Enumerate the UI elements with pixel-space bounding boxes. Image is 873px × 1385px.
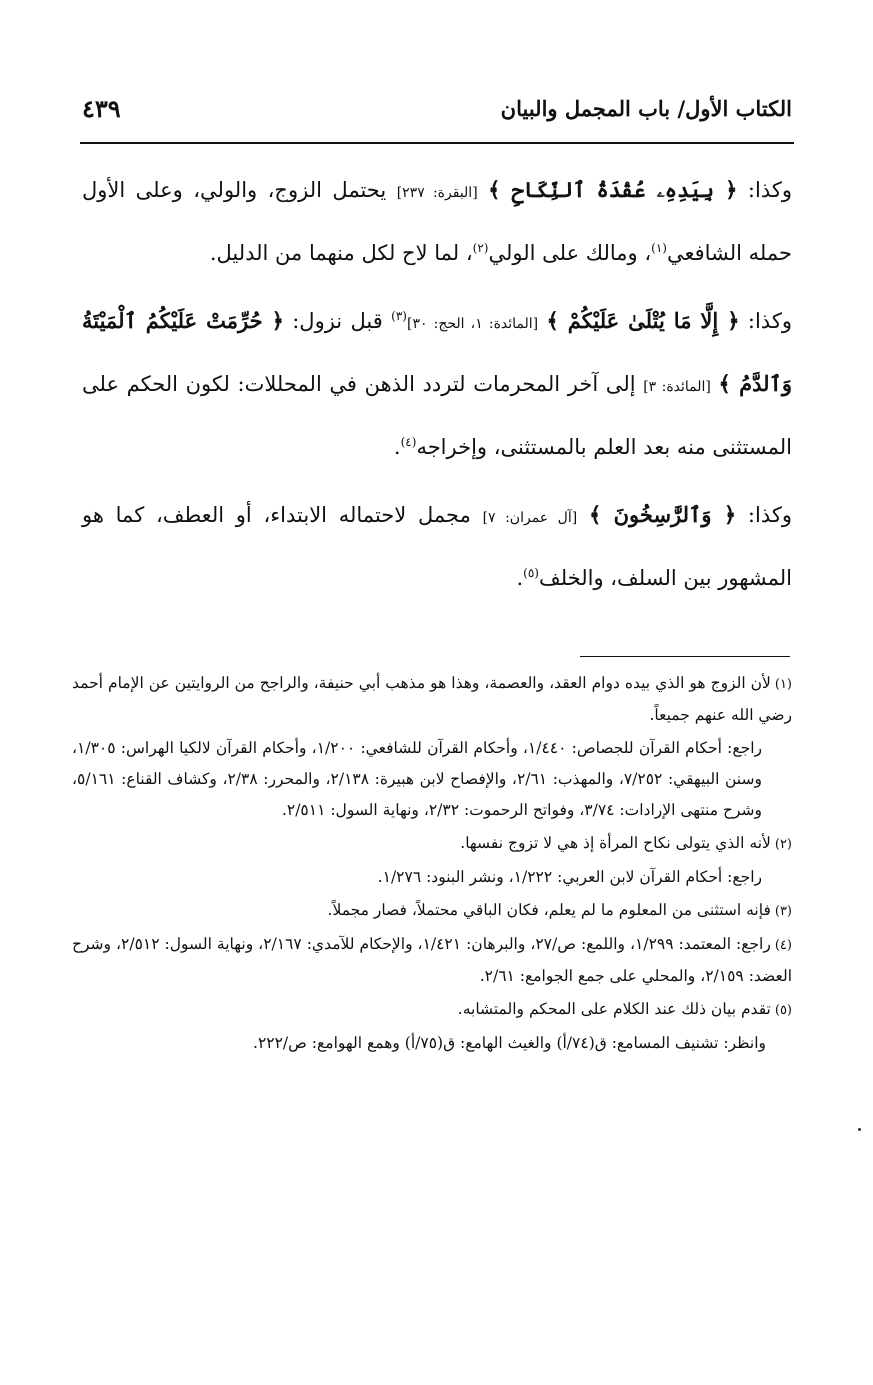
footnote-marker: (٣) bbox=[391, 309, 407, 323]
paragraph-text: ، لما لاح لكل منهما من الدليل. bbox=[209, 241, 473, 265]
footnote-rule bbox=[580, 656, 790, 657]
page-number: ٤٣٩ bbox=[82, 94, 121, 123]
lead-word: وكذا: bbox=[747, 503, 792, 527]
footnote-text: فإنه استثنى من المعلوم ما لم يعلم، فكان الباقي محتملاً، فصار مجملاً. bbox=[327, 901, 771, 919]
footnote-text: لأن الزوج هو الذي بيده دوام العقد، والعصمة، وهذا هو مذهب أبي حنيفة، والراجح من الروايتين عن الإمام أحمد رضي الله عنهم جميعاً. bbox=[72, 674, 792, 724]
footnote-text: تقدم بيان ذلك عند الكلام على المحكم والمتشابه. bbox=[457, 1000, 771, 1018]
footnote-marker: (٢) bbox=[472, 241, 489, 255]
header-rule bbox=[80, 142, 794, 144]
paragraph-3 bbox=[82, 485, 792, 608]
footnote-number: (٢) bbox=[774, 837, 792, 852]
footnote-number: (٤) bbox=[774, 938, 792, 953]
running-title: الكتاب الأول/ باب المجمل والبيان bbox=[500, 96, 792, 121]
footnote-text: راجع: المعتمد: ١/٢٩٩، واللمع: ص/٢٧، والبرهان: ١/٤٢١، والإحكام للآمدي: ٢/١٦٧، ونهاية السول: ٢/٥١٢، وشرح العضد: ٢/١٥٩، والمحلي على جمع الجوامع: ٢/٦١. bbox=[72, 935, 792, 985]
verse-reference: [آل عمران: ٧] bbox=[482, 510, 578, 526]
paragraph-2 bbox=[82, 291, 792, 477]
footnote-2-references: راجع: أحكام القرآن لابن العربي: ١/٢٢٢، ونشر البنود: ١/٢٧٦. bbox=[377, 868, 762, 886]
quran-quote: ﴿ وَٱلرَّٰسِخُونَ ﴾ bbox=[588, 502, 737, 527]
running-header bbox=[82, 90, 792, 136]
paragraph-text: ، ومالك على الولي bbox=[488, 241, 652, 265]
footnote-text: لأنه الذي يتولى نكاح المرأة إذ هي لا تزوج نفسها. bbox=[460, 834, 771, 852]
footnote-2 bbox=[72, 828, 792, 860]
paragraph-text: مجمل لاحتماله الابتداء، أو العطف، كما هو المشهور بين السلف، والخلف bbox=[82, 503, 792, 590]
footnote-5 bbox=[72, 994, 792, 1026]
footnote-5-references: وانظر: تشنيف المسامع: ق(٧٤/أ) والغيث الهامع: ق(٧٥/أ) وهمع الهوامع: ص/٢٢٢. bbox=[253, 1034, 766, 1052]
paragraph-text: . bbox=[393, 435, 401, 459]
paragraph-text: قبل نزول: bbox=[292, 309, 383, 333]
quran-quote: ﴿ حُرِّمَتْ عَلَيْكُمُ ٱلْمَيْتَةُ وَٱلدَّمُ ﴾ bbox=[82, 308, 792, 396]
main-text bbox=[82, 160, 792, 616]
footnote-number: (٥) bbox=[774, 1003, 792, 1018]
lead-word: وكذا: bbox=[747, 309, 792, 333]
footnote-marker: (٤) bbox=[400, 435, 417, 449]
footnote-4 bbox=[72, 929, 792, 992]
paragraph-text: يحتمل الزوج، والولي، وعلى الأول حمله الشافعي bbox=[82, 178, 792, 265]
footnote-number: (٣) bbox=[774, 904, 792, 919]
quran-quote: ﴿ بِيَدِهِۦ عُقْدَةُ ٱلنِّكَاحِ ﴾ bbox=[488, 177, 738, 202]
footnote-marker: (١) bbox=[651, 241, 667, 255]
paragraph-text: إلى آخر المحرمات لتردد الذهن في المحللات: لكون الحكم على المستثنى منه بعد العلم بالمستثنى، وإخراجه bbox=[82, 372, 792, 459]
lead-word: وكذا: bbox=[747, 178, 792, 202]
verse-reference: [المائدة: ٣] bbox=[643, 379, 711, 395]
verse-reference: [المائدة: ١، الحج: ٣٠] bbox=[406, 316, 539, 332]
paragraph-1 bbox=[82, 160, 792, 283]
footnote-1 bbox=[72, 668, 792, 731]
paragraph-text: . bbox=[516, 566, 524, 590]
quran-quote: ﴿ إِلَّا مَا يُتْلَىٰ عَلَيْكُمْ ﴾ bbox=[546, 308, 740, 333]
footnote-1-references: راجع: أحكام القرآن للجصاص: ١/٤٤٠، وأحكام القرآن للشافعي: ١/٢٠٠، وأحكام القرآن لالكيا الهراس: ١/٣٠٥، وسنن البيهقي: ٧/٢٥٢، والمهذب: ٢/٦١، والإفصاح لابن هبيرة: ٢/١٣٨، والمحرر: ٢/٣٨، وكشاف القناع: ٥/١٦١، وشرح منتهى الإرادات: ٣/٧٤، وفواتح الرحموت: ٢/٣٢، ونهاية السول: ٢/٥١١. bbox=[72, 739, 763, 819]
footnote-3 bbox=[72, 895, 792, 927]
verse-reference: [البقرة: ٢٣٧] bbox=[396, 185, 478, 201]
footnotes bbox=[72, 668, 792, 1061]
footnote-marker: (٥) bbox=[523, 566, 539, 580]
footnote-number: (١) bbox=[774, 677, 792, 692]
margin-speck bbox=[858, 1128, 861, 1131]
